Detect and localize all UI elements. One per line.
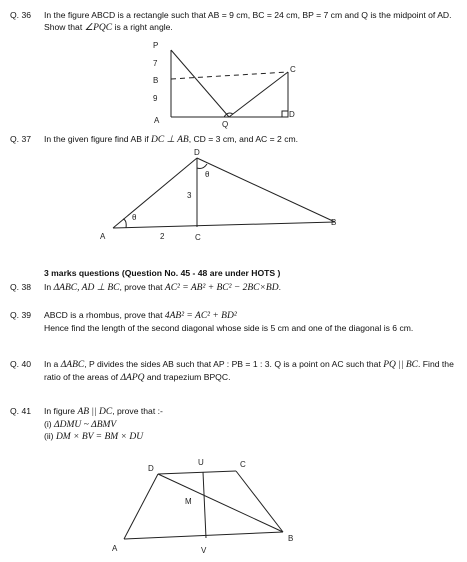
question-text: In ΔABC, AD ⊥ BC, prove that AC² = AB² + BC² − 2BC×BD. xyxy=(44,282,281,293)
diagonal-db xyxy=(158,474,283,532)
question-number: Q. 37 xyxy=(10,134,32,144)
label-c: C xyxy=(195,233,201,242)
question-text: ABCD is a rhombus, prove that 4AB² = AC² + BD² Hence find the length of the second diagonal whose side is 5 cm and one of the diagonal is 6 cm. xyxy=(44,310,414,333)
label-theta-left: θ xyxy=(132,213,137,222)
question-text: In figure AB || DC, prove that :- (i) ΔDMU ~ ΔBMV (ii) DM × BV = BM × DU xyxy=(44,406,163,442)
question-number: Q. 40 xyxy=(10,359,32,369)
label-nine: 9 xyxy=(153,94,158,103)
label-u: U xyxy=(198,458,204,467)
question-number: Q. 36 xyxy=(10,10,32,20)
label-seven: 7 xyxy=(153,59,158,68)
question-number: Q. 39 xyxy=(10,310,32,320)
label-theta-top: θ xyxy=(205,170,210,179)
section-header: 3 marks questions (Question No. 45 - 48 are under HOTS ) xyxy=(44,268,281,278)
label-q: Q xyxy=(222,120,229,129)
label-d: D xyxy=(289,110,295,119)
label-three: 3 xyxy=(187,191,192,200)
label-d: D xyxy=(148,464,154,473)
side-cb xyxy=(236,471,283,532)
side-da xyxy=(124,474,158,539)
label-a: A xyxy=(154,116,160,125)
label-two: 2 xyxy=(160,232,165,241)
question-number: Q. 41 xyxy=(10,406,32,416)
label-a: A xyxy=(100,232,106,241)
question-text: In a ΔABC, P divides the sides AB such that AP : PB = 1 : 3. Q is a point on AC such that PQ || BC. Find the ratio of the areas of ΔAPQ and trapezium BPQC. xyxy=(44,359,454,383)
line-uv xyxy=(203,472,206,538)
label-b: B xyxy=(153,76,159,85)
side-ab xyxy=(124,532,283,539)
question-number: Q. 38 xyxy=(10,282,32,292)
question-text: In the figure ABCD is a rectangle such that AB = 9 cm, BC = 24 cm, BP = 7 cm and Q is the midpoint of AD. Show that ∠PQC is a right angle. xyxy=(44,10,452,33)
label-a: A xyxy=(112,544,118,553)
label-d: D xyxy=(194,148,200,157)
label-b: B xyxy=(288,534,294,543)
label-m: M xyxy=(185,497,192,506)
label-b: B xyxy=(331,218,337,227)
label-c: C xyxy=(290,65,296,74)
label-c: C xyxy=(240,460,246,469)
side-dc xyxy=(158,471,236,474)
label-v: V xyxy=(201,546,207,555)
question-text: In the given figure find AB if DC ⊥ AB, CD = 3 cm, and AC = 2 cm. xyxy=(44,134,299,145)
label-p: P xyxy=(153,41,159,50)
